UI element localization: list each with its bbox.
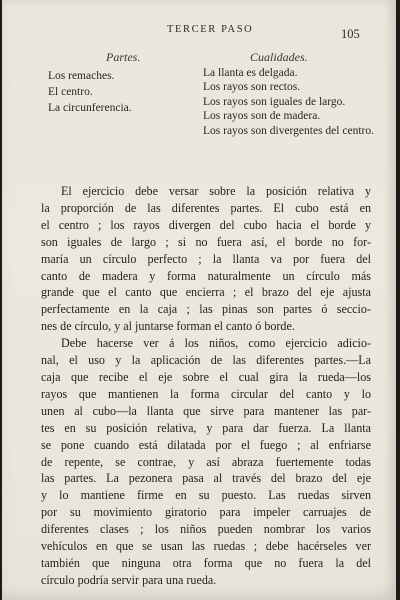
paragraph-line: nes de círculo, y al juntarse forman el canto ó borde.: [41, 319, 295, 334]
paragraph-line: rayos que mantienen la forma circular del canto y lo: [41, 386, 371, 401]
paragraph-line: Debe hacerse ver á los niños, como ejercicio adicio-: [61, 336, 371, 351]
paragraph-line: de repente, se contrae, y así abraza fuertemente todas: [41, 454, 371, 469]
quality-item: Los rayos son iguales de largo.: [203, 95, 346, 108]
qualities-heading: Cualidades.: [250, 50, 308, 64]
quality-item: La llanta es delgada.: [203, 67, 298, 79]
paragraph-line: caja que recibe el eje sobre el cual gira la rueda—los: [41, 369, 371, 384]
quality-item: Los rayos son de madera.: [203, 110, 321, 123]
paragraph-line: y lo mantiene firme en su puesto. Las ruedas sirven: [41, 488, 371, 503]
body-text: [41, 183, 371, 589]
paragraph-line: el centro ; los rayos divergen del cubo hacia el borde y: [41, 217, 371, 232]
paragraph-line: la proporción de las diferentes partes. El cubo está en: [41, 200, 371, 215]
paragraph-line: nal, el uso y la aplicación de las diferentes partes.—La: [41, 353, 371, 368]
paragraph-line: unen al cubo—la llanta que sirve para mantener las par-: [41, 403, 371, 418]
paragraph-line: son iguales de largo ; si no fuera así, el borde no for-: [41, 234, 371, 249]
part-item: El centro.: [48, 86, 93, 98]
paragraph-line: círculo podría servir para una rueda.: [41, 572, 217, 587]
paragraph-line: vehículos en que se usan las ruedas ; debe hacérseles ver: [41, 539, 371, 554]
paragraph-line: El ejercicio debe versar sobre la posición relativa y: [61, 184, 371, 198]
parts-heading: Partes.: [106, 50, 141, 64]
paragraph-line: grande que el canto que encierra ; el brazo del eje ajusta: [41, 285, 371, 300]
paragraph-line: tes en su posición relativa, y para dar fuerza. La llanta: [41, 420, 371, 435]
part-item: Los remaches.: [48, 70, 115, 82]
book-page: [2, 0, 396, 600]
part-item: La circunferencia.: [48, 102, 132, 114]
paragraph-line: maría un círculo perfecto ; la llanta va por fuera del: [41, 251, 371, 266]
paragraph-line: perfectamente en la caja ; las pinas son partes ó seccio-: [41, 302, 371, 317]
paragraph-line: también que ninguna otra forma que no fuera la del: [41, 555, 371, 570]
paragraph-line: por su movimiento giratorio para impeler carruajes de: [41, 505, 371, 520]
paragraph-line: las partes. La pezonera pasa al través del brazo del eje: [41, 471, 371, 486]
paragraph-line: se pone cuando está dilatada por el fuego ; al enfriarse: [41, 437, 371, 452]
running-head: TERCER PASO: [167, 24, 254, 35]
qualities-list: [203, 66, 375, 138]
paragraph-line: canto de madera y forma naturalmente un círculo más: [41, 268, 371, 283]
quality-item: Los rayos son divergentes del centro.: [203, 124, 374, 137]
page-number: 105: [341, 27, 360, 41]
paragraph-line: diferentes clases ; los niños pueden nombrar los varios: [41, 522, 371, 537]
parts-list: [48, 68, 132, 116]
quality-item: Los rayos son rectos.: [203, 81, 301, 94]
